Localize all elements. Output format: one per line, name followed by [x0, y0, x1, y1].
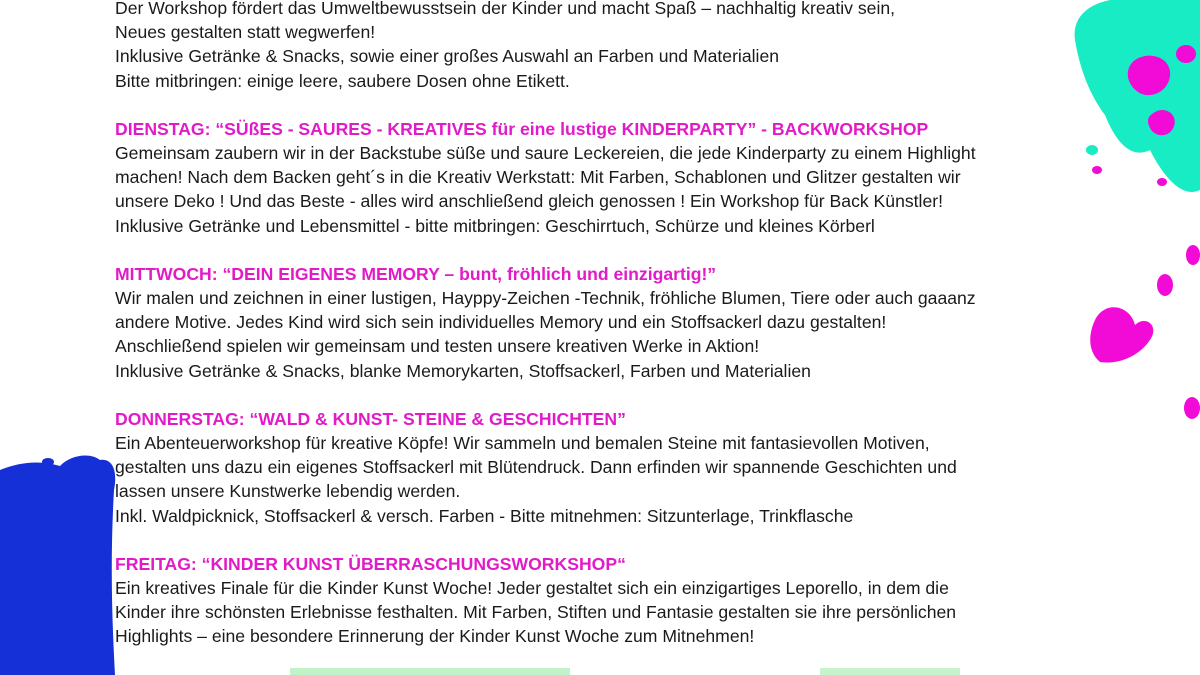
blue-paint-drop: [42, 458, 54, 466]
blue-paint-splash: [0, 455, 115, 675]
magenta-paint-drop: [1176, 45, 1196, 63]
magenta-paint-drop: [1157, 178, 1167, 186]
magenta-paint-drop: [1186, 245, 1200, 265]
description-line: Ein kreatives Finale für die Kinder Kunst Woche! Jeder gestaltet sich ein einzigartiges Leporello, in dem die: [115, 578, 949, 599]
day-section-wednesday: [115, 262, 1115, 383]
description-line: Gemeinsam zaubern wir in der Backstube süße und saure Leckereien, die jede Kinderparty zu einem Highlight: [115, 143, 976, 164]
day-section-tuesday: [115, 117, 1115, 238]
blue-paint-drop: [91, 467, 99, 473]
green-paint-stroke: [820, 668, 960, 675]
description-line: Inklusive Getränke & Snacks, blanke Memorykarten, Stoffsackerl, Farben und Materialien: [115, 360, 811, 381]
description-line: gestalten uns dazu ein eigenes Stoffsackerl mit Blütendruck. Dann erfinden wir spannende Geschichten und: [115, 457, 957, 478]
green-paint-stroke: [290, 668, 570, 675]
day-heading: DONNERSTAG: “WALD & KUNST- STEINE & GESCHICHTEN”: [115, 408, 626, 429]
magenta-paint-drop: [1157, 274, 1173, 296]
day-heading: MITTWOCH: “DEIN EIGENES MEMORY – bunt, fröhlich und einzigartig!”: [115, 263, 717, 284]
description-line: Highlights – eine besondere Erinnerung der Kinder Kunst Woche zum Mitnehmen!: [115, 626, 755, 647]
description-line: machen! Nach dem Backen geht´s in die Kreativ Werkstatt: Mit Farben, Schablonen und Glitzer gestalten wir: [115, 167, 961, 188]
magenta-paint-drop: [1184, 397, 1200, 419]
description-line: lassen unsere Kunstwerke lebendig werden.: [115, 481, 461, 502]
description-line: Wir malen und zeichnen in einer lustigen, Hayppy-Zeichen -Technik, fröhliche Blumen, Tiere oder auch gaaanz: [115, 288, 976, 309]
description-line: Ein Abenteuerworkshop für kreative Köpfe! Wir sammeln und bemalen Steine mit fantasievollen Motiven,: [115, 433, 930, 454]
day-section-thursday: [115, 407, 1115, 528]
description-line: andere Motive. Jedes Kind wird sich sein individuelles Memory und ein Stoffsackerl dazu gestalten!: [115, 312, 887, 333]
intro-line: Neues gestalten statt wegwerfen!: [115, 22, 376, 43]
day-heading: DIENSTAG: “SÜßES - SAURES - KREATIVES für eine lustige KINDERPARTY” - BACKWORKSHOP: [115, 118, 929, 139]
intro-line: Inklusive Getränke & Snacks, sowie einer großes Auswahl an Farben und Materialien: [115, 46, 780, 67]
description-line: Inkl. Waldpicknick, Stoffsackerl & versch. Farben - Bitte mitnehmen: Sitzunterlage, Trinkflasche: [115, 505, 854, 526]
day-section-friday: [115, 552, 1115, 649]
description-line: Anschließend spielen wir gemeinsam und testen unsere kreativen Werke in Aktion!: [115, 336, 760, 357]
intro-line: Der Workshop fördert das Umweltbewusstsein der Kinder und macht Spaß – nachhaltig kreativ sein,: [115, 0, 896, 18]
intro-line: Bitte mitbringen: einige leere, saubere Dosen ohne Etikett.: [115, 70, 570, 91]
workshop-program: [115, 0, 1115, 649]
description-line: Inklusive Getränke und Lebensmittel - bitte mitbringen: Geschirrtuch, Schürze und kleines Körberl: [115, 215, 875, 236]
day-heading: FREITAG: “KINDER KUNST ÜBERRASCHUNGSWORKSHOP“: [115, 553, 626, 574]
description-line: unsere Deko ! Und das Beste - alles wird anschließend gleich genossen ! Ein Workshop für Back Künstler!: [115, 191, 943, 212]
intro-section: [115, 0, 1115, 93]
description-line: Kinder ihre schönsten Erlebnisse festhalten. Mit Farben, Stiften und Fantasie gestalten sie ihre persönlichen: [115, 602, 957, 623]
